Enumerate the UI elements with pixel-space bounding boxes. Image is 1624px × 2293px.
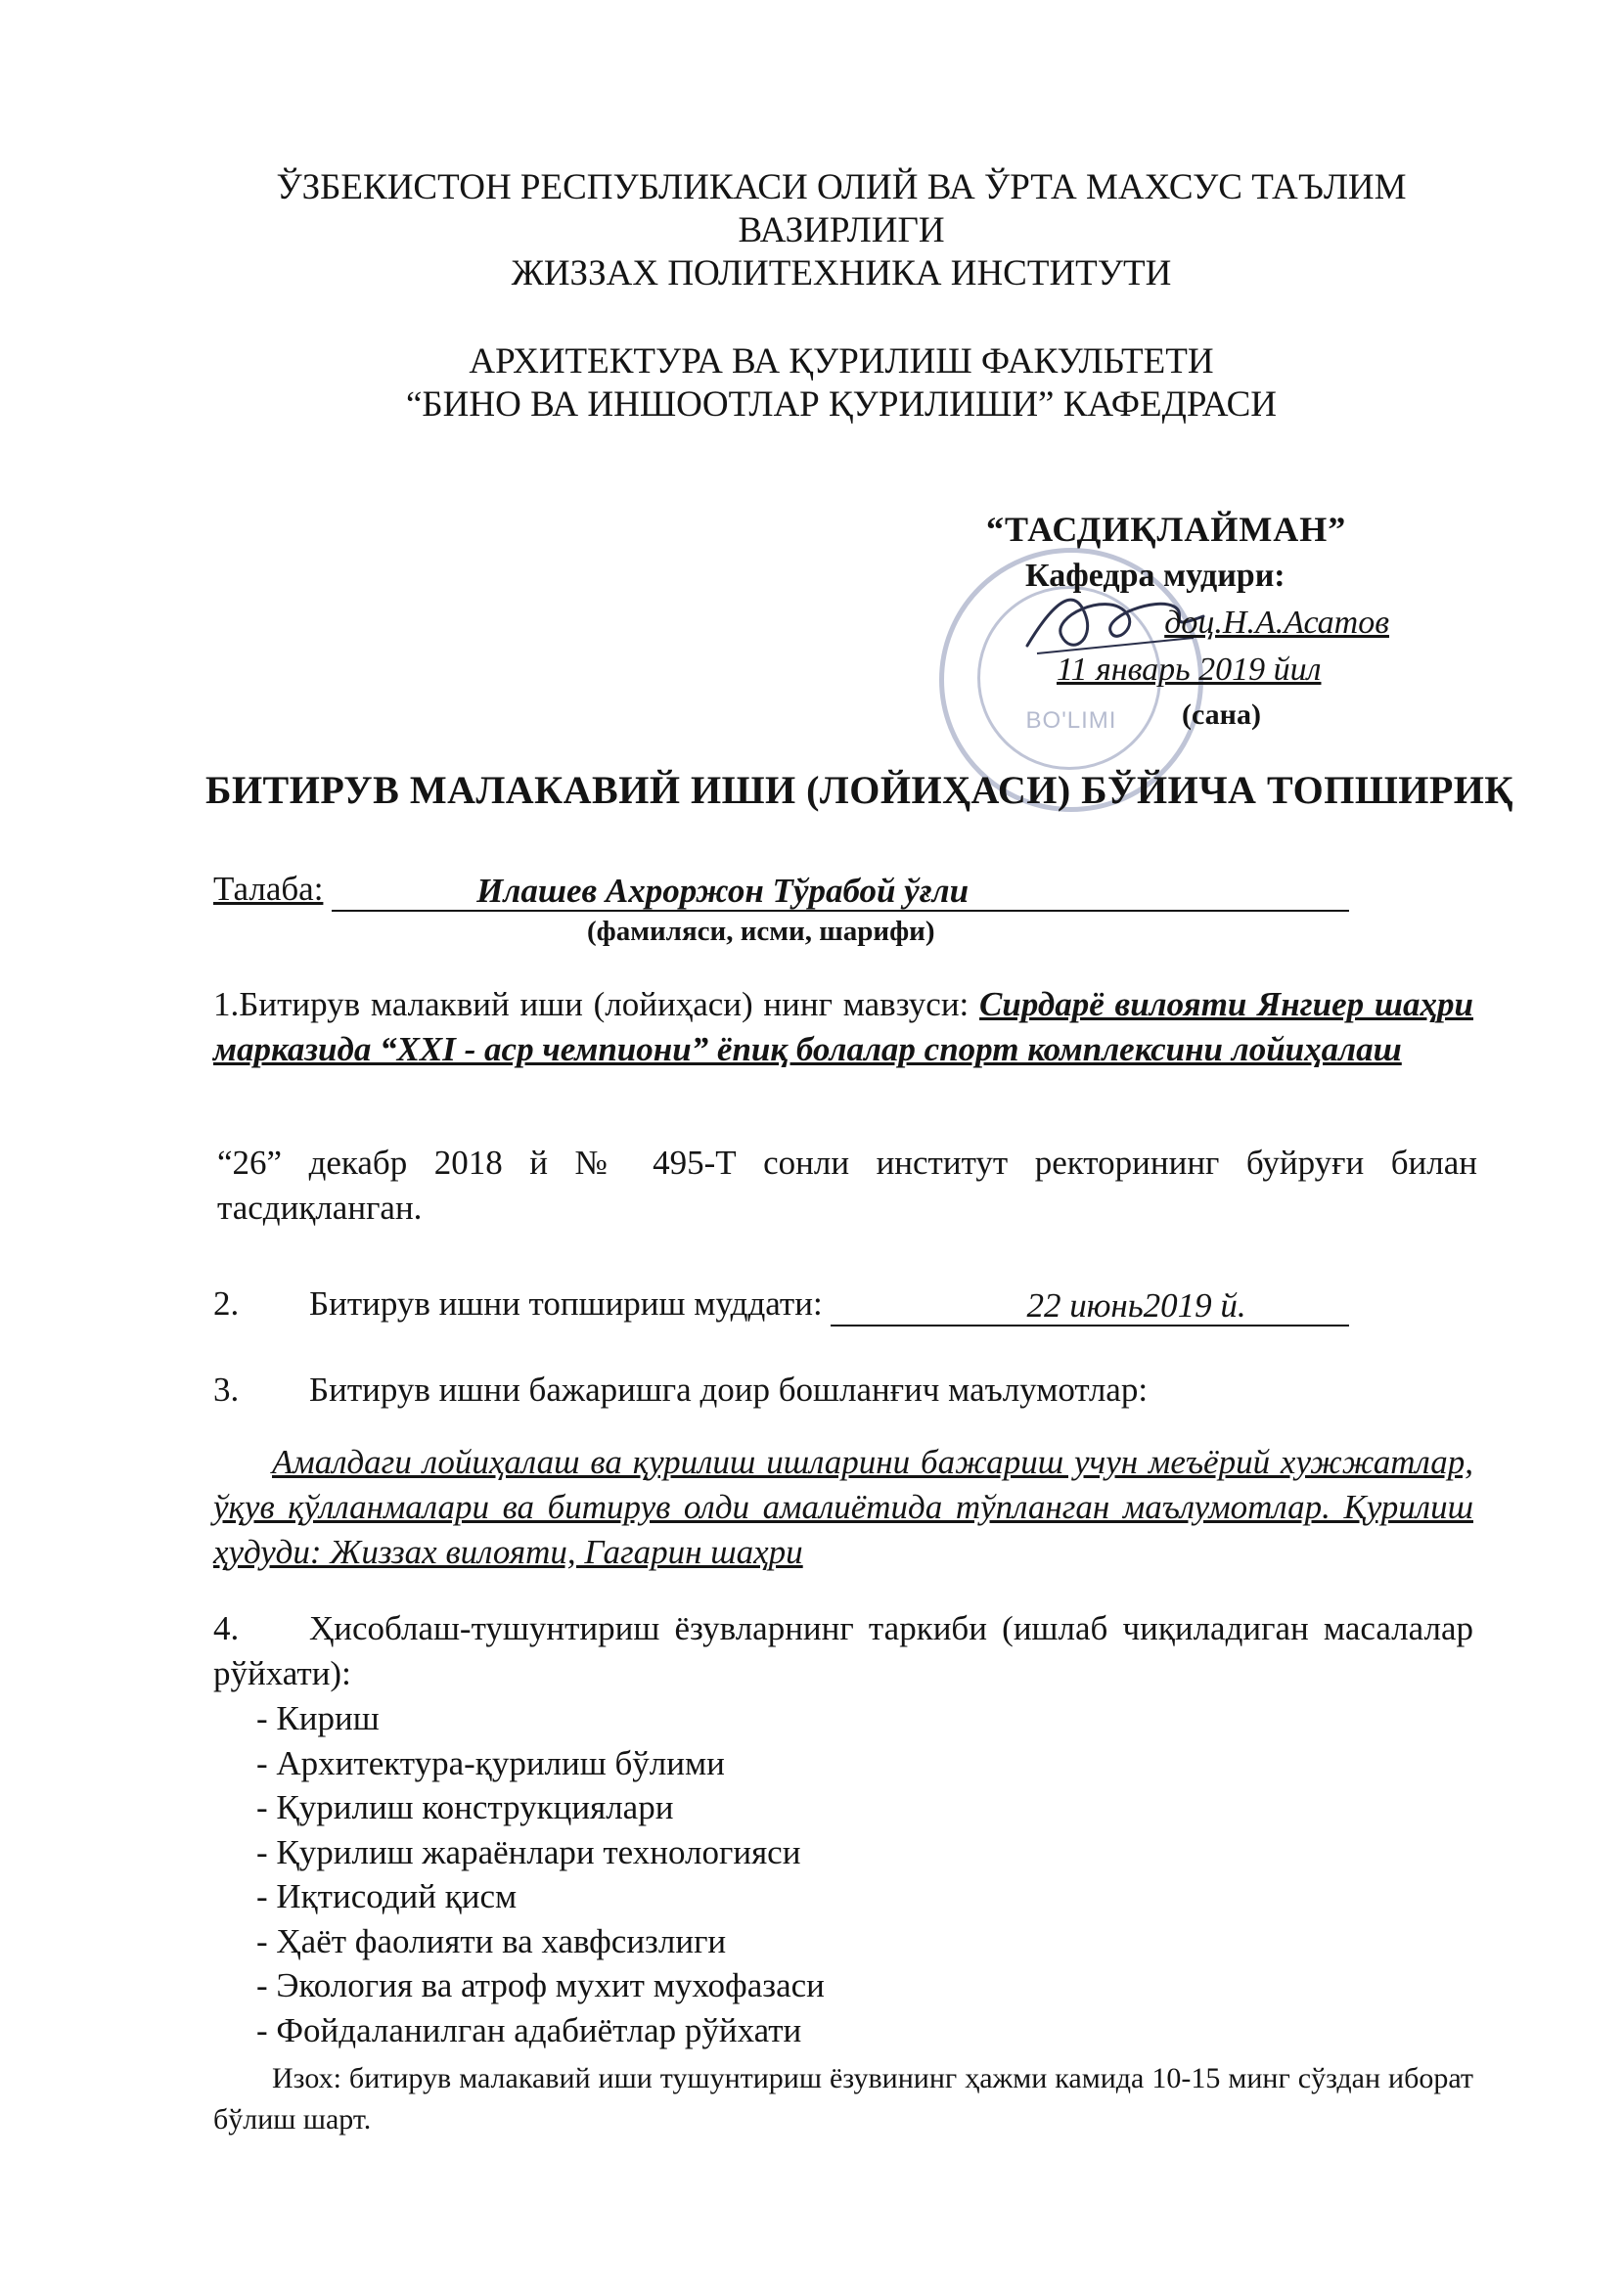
list-item: - Ҳаёт фаолияти ва хавфсизлиги: [256, 1921, 727, 1960]
student-label: Талаба:: [213, 870, 324, 908]
list-item: - Иқтисодий қисм: [256, 1877, 518, 1915]
faculty-heading: [137, 340, 1546, 427]
deadline-number: 2.: [213, 1284, 240, 1323]
topic-text: Сирдарё вилояти Янгиер шаҳри марказида “XXI - аср чемпиони” ёпиқ болалар спорт комплексини лойиҳалаш: [213, 985, 1473, 1068]
deadline-row: [213, 1281, 1349, 1326]
approval-name: доц.Н.А.Асатов: [1164, 605, 1389, 641]
initial-data-heading: [213, 1368, 1148, 1413]
order-paragraph: “26” декабр 2018 й № 495-Т сонли институт ректорининг буйруғи билан тасдиқланган.: [217, 1144, 1477, 1227]
initial-data-text: Амалдаги лойиҳалаш ва қурилиш ишларини бажариш учун меъёрий хужжатлар, ўқув қўлланмалари ва битирув олди амалиётида тўпланган маълумотлар. Қурилиш ҳудуди: Жиззах вилояти, Гагарин шаҳри: [213, 1443, 1473, 1571]
department-name: “БИНО ВА ИНШООТЛАР ҚУРИЛИШИ” КАФЕДРАСИ: [406, 384, 1277, 425]
list-item: - Қурилиш конструкциялари: [256, 1788, 674, 1826]
document-title: БИТИРУВ МАЛАКАВИЙ ИШИ (ЛОЙИҲАСИ) БЎЙИЧА ТОПШИРИҚ: [205, 768, 1513, 812]
approval-role: Кафедра мудири:: [1025, 558, 1286, 594]
contents-number: 4.: [213, 1609, 240, 1647]
list-item: - Фойдаланилган адабиётлар рўйхати: [256, 2010, 802, 2049]
approval-date: 11 январь 2019 йил: [1057, 652, 1322, 688]
student-row: [213, 867, 1349, 912]
contents-label: Ҳисоблаш-тушунтириш ёзувларнинг таркиби (ишлаб чиқиладиган масалалар рўйхати):: [213, 1609, 1473, 1692]
ministry-line-1: ЎЗБЕКИСТОН РЕСПУБЛИКАСИ ОЛИЙ ВА ЎРТА МАХСУС ТАЪЛИМ: [276, 167, 1407, 207]
note-text: Изох: битирув малакавий иши тушунтириш ёзувининг ҳажми камида 10-15 минг сўздан иборат бўлиш шарт.: [213, 2062, 1473, 2136]
list-item: - Архитектура-қурилиш бўлими: [256, 1743, 725, 1782]
initial-data-label: Битирув ишни бажаришга доир бошланғич маълумотлар:: [309, 1371, 1149, 1409]
contents-list: [256, 1696, 825, 2052]
list-item: - Экология ва атроф мухит мухофазаси: [256, 1966, 825, 2004]
student-caption: (фамиляси, исми, шарифи): [587, 916, 935, 947]
ministry-heading: [137, 166, 1546, 295]
institute-name: ЖИЗЗАХ ПОЛИТЕХНИКА ИНСТИТУТИ: [511, 253, 1172, 293]
student-name: Илашев Ахроржон Тўрабой ўғли: [476, 872, 970, 910]
ministry-line-2: ВАЗИРЛИГИ: [738, 210, 945, 250]
initial-data-number: 3.: [213, 1371, 240, 1409]
topic-paragraph: [213, 982, 1473, 1072]
list-item: - Кириш: [256, 1699, 380, 1737]
deadline-value: 22 июнь2019 й.: [1026, 1286, 1246, 1325]
contents-heading: [213, 1606, 1473, 1696]
list-item: - Қурилиш жараёнлари технологияси: [256, 1832, 801, 1871]
topic-prefix: 1.Битирув малаквий иши (лойиҳаси) нинг мавзуси:: [213, 985, 970, 1023]
student-name-line: [332, 869, 1349, 912]
deadline-label: Битирув ишни топшириш муддати:: [309, 1284, 823, 1323]
approval-date-caption: (сана): [1182, 698, 1261, 731]
stamp-label: BO'LIMI: [1025, 707, 1117, 734]
deadline-line: [831, 1283, 1349, 1326]
faculty-name: АРХИТЕКТУРА ВА ҚУРИЛИШ ФАКУЛЬТЕТИ: [469, 341, 1214, 382]
approval-title: “ТАСДИҚЛАЙМАН”: [986, 510, 1347, 549]
